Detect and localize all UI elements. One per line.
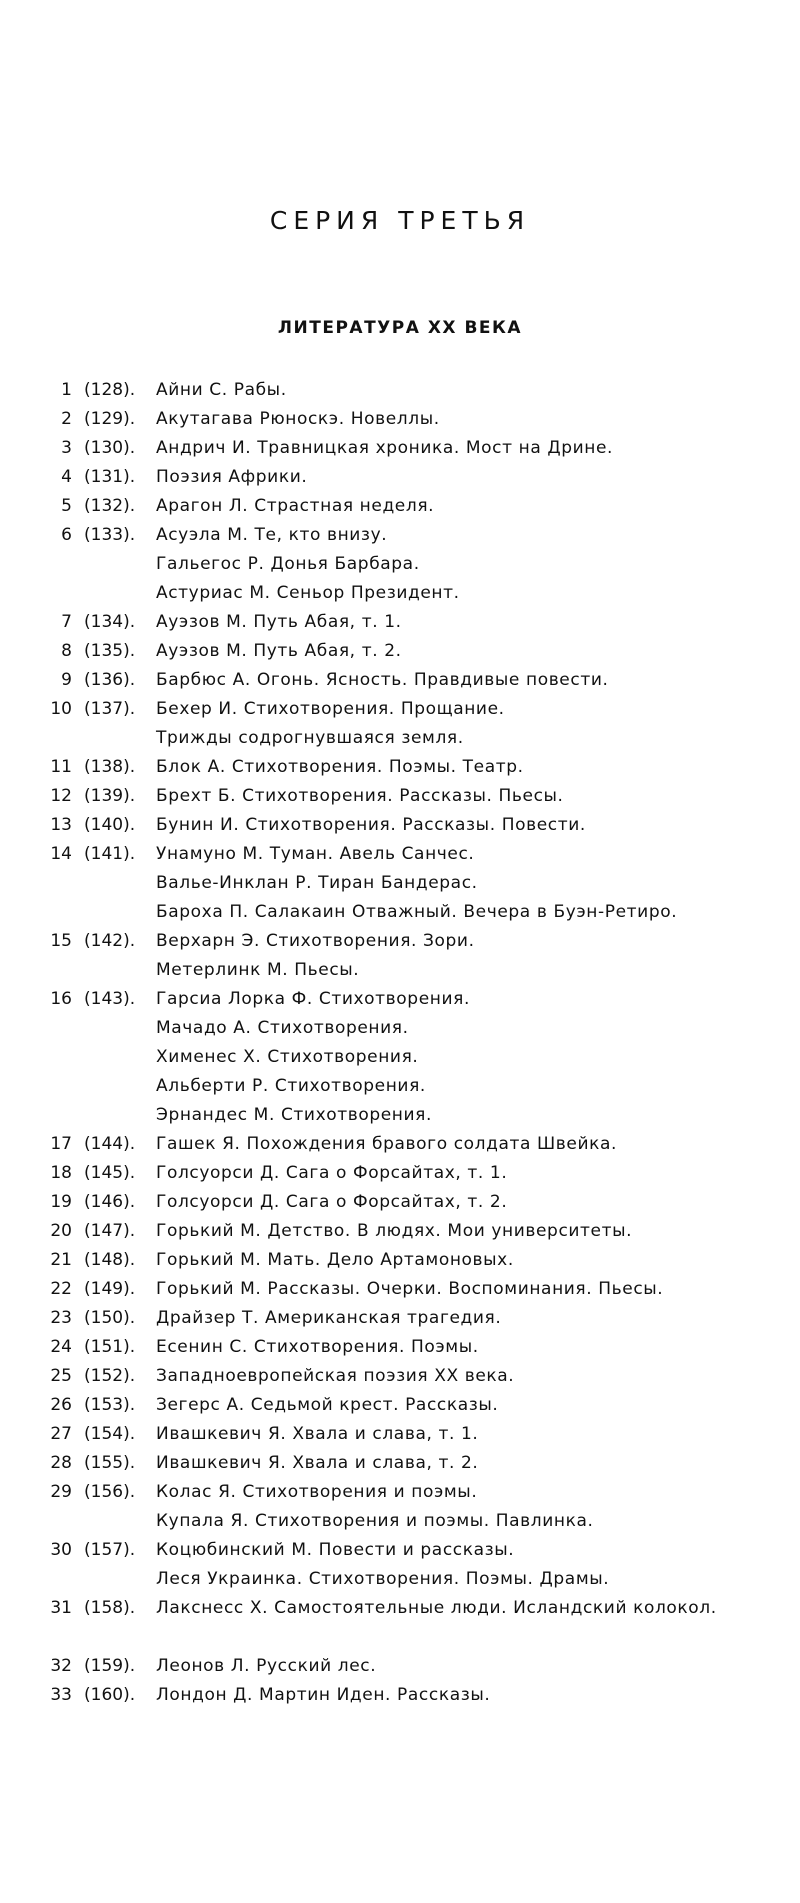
entry-number: 28 bbox=[50, 1453, 72, 1473]
entry-number: 22 bbox=[50, 1279, 72, 1299]
entry-number: 14 bbox=[50, 844, 72, 864]
list-item bbox=[0, 1333, 800, 1362]
list-item-continuation bbox=[0, 1565, 800, 1594]
entry-title: Трижды содрогнувшаяся земля. bbox=[156, 728, 464, 748]
entry-title: Есенин С. Стихотворения. Поэмы. bbox=[156, 1337, 479, 1357]
list-item bbox=[0, 695, 800, 724]
entry-volume: (140). bbox=[84, 815, 136, 835]
entry-volume: (151). bbox=[84, 1337, 136, 1357]
list-item bbox=[0, 1652, 800, 1681]
entry-volume: (128). bbox=[84, 380, 136, 400]
list-item bbox=[0, 985, 800, 1014]
list-item bbox=[0, 927, 800, 956]
entry-title: Лакснесс Х. Самостоятельные люди. Исландский колокол. bbox=[156, 1598, 717, 1618]
entry-volume: (135). bbox=[84, 641, 136, 661]
list-item bbox=[0, 1681, 800, 1710]
entry-title: Блок А. Стихотворения. Поэмы. Театр. bbox=[156, 757, 524, 777]
entry-title: Западноевропейская поэзия XX века. bbox=[156, 1366, 515, 1386]
list-item bbox=[0, 376, 800, 405]
entry-title: Лондон Д. Мартин Иден. Рассказы. bbox=[156, 1685, 491, 1705]
entry-title: Мачадо А. Стихотворения. bbox=[156, 1018, 409, 1038]
list-item-continuation bbox=[0, 869, 800, 898]
entry-number: 15 bbox=[50, 931, 72, 951]
list-item-continuation bbox=[0, 1014, 800, 1043]
entry-volume: (146). bbox=[84, 1192, 136, 1212]
list-item-continuation bbox=[0, 724, 800, 753]
entry-number: 13 bbox=[50, 815, 72, 835]
list-item bbox=[0, 666, 800, 695]
list-item-continuation bbox=[0, 550, 800, 579]
entry-number: 26 bbox=[50, 1395, 72, 1415]
entry-number: 8 bbox=[61, 641, 72, 661]
entry-title: Ауэзов М. Путь Абая, т. 2. bbox=[156, 641, 402, 661]
entry-title: Горький М. Мать. Дело Артамоновых. bbox=[156, 1250, 514, 1270]
entry-title: Горький М. Рассказы. Очерки. Воспоминания. Пьесы. bbox=[156, 1279, 664, 1299]
list-item bbox=[0, 521, 800, 550]
entry-title: Леся Украинка. Стихотворения. Поэмы. Драмы. bbox=[156, 1569, 610, 1589]
section-title: ЛИТЕРАТУРА XX ВЕКА bbox=[277, 318, 523, 338]
entry-title: Драйзер Т. Американская трагедия. bbox=[156, 1308, 502, 1328]
entry-volume: (134). bbox=[84, 612, 136, 632]
entry-title: Акутагава Рюноскэ. Новеллы. bbox=[156, 409, 440, 429]
entry-number: 3 bbox=[61, 438, 72, 458]
list-item bbox=[0, 1188, 800, 1217]
entry-title: Гальегос Р. Донья Барбара. bbox=[156, 554, 420, 574]
list-item-continuation bbox=[0, 1072, 800, 1101]
entry-title: Айни С. Рабы. bbox=[156, 380, 287, 400]
entry-title: Астуриас М. Сеньор Президент. bbox=[156, 583, 460, 603]
entry-number: 21 bbox=[50, 1250, 72, 1270]
entry-number: 6 bbox=[61, 525, 72, 545]
entry-title: Ивашкевич Я. Хвала и слава, т. 2. bbox=[156, 1453, 479, 1473]
entry-number: 24 bbox=[50, 1337, 72, 1357]
entry-volume: (139). bbox=[84, 786, 136, 806]
entry-title: Коцюбинский М. Повести и рассказы. bbox=[156, 1540, 515, 1560]
entry-title: Андрич И. Травницкая хроника. Мост на Дрине. bbox=[156, 438, 614, 458]
entry-number: 19 bbox=[50, 1192, 72, 1212]
entry-number: 7 bbox=[61, 612, 72, 632]
entry-volume: (154). bbox=[84, 1424, 136, 1444]
entry-title: Голсуорси Д. Сага о Форсайтах, т. 2. bbox=[156, 1192, 508, 1212]
list-item bbox=[0, 1594, 800, 1652]
entry-volume: (148). bbox=[84, 1250, 136, 1270]
list-item bbox=[0, 1304, 800, 1333]
entry-title: Асуэла М. Те, кто внизу. bbox=[156, 525, 388, 545]
entry-title: Колас Я. Стихотворения и поэмы. bbox=[156, 1482, 478, 1502]
list-item-continuation bbox=[0, 898, 800, 927]
entry-volume: (150). bbox=[84, 1308, 136, 1328]
entry-number: 9 bbox=[61, 670, 72, 690]
entry-volume: (153). bbox=[84, 1395, 136, 1415]
entry-title: Метерлинк М. Пьесы. bbox=[156, 960, 360, 980]
list-item-continuation bbox=[0, 1101, 800, 1130]
entry-title: Ауэзов М. Путь Абая, т. 1. bbox=[156, 612, 402, 632]
entry-volume: (160). bbox=[84, 1685, 136, 1705]
entry-volume: (156). bbox=[84, 1482, 136, 1502]
list-item bbox=[0, 1449, 800, 1478]
list-item bbox=[0, 1478, 800, 1507]
entry-volume: (130). bbox=[84, 438, 136, 458]
entry-volume: (157). bbox=[84, 1540, 136, 1560]
list-item bbox=[0, 840, 800, 869]
list-item bbox=[0, 782, 800, 811]
entry-title: Барбюс А. Огонь. Ясность. Правдивые повести. bbox=[156, 670, 609, 690]
entry-number: 29 bbox=[50, 1482, 72, 1502]
entry-volume: (159). bbox=[84, 1656, 136, 1676]
entry-title: Поэзия Африки. bbox=[156, 467, 308, 487]
entry-number: 4 bbox=[61, 467, 72, 487]
list-item-continuation bbox=[0, 1507, 800, 1536]
entry-volume: (131). bbox=[84, 467, 136, 487]
list-item bbox=[0, 1536, 800, 1565]
list-item bbox=[0, 1130, 800, 1159]
entry-volume: (145). bbox=[84, 1163, 136, 1183]
entry-number: 10 bbox=[50, 699, 72, 719]
entry-title: Брехт Б. Стихотворения. Рассказы. Пьесы. bbox=[156, 786, 564, 806]
entry-volume: (155). bbox=[84, 1453, 136, 1473]
entry-volume: (158). bbox=[84, 1598, 136, 1618]
entry-title: Голсуорси Д. Сага о Форсайтах, т. 1. bbox=[156, 1163, 508, 1183]
entry-volume: (137). bbox=[84, 699, 136, 719]
entry-title: Альберти Р. Стихотворения. bbox=[156, 1076, 426, 1096]
entry-title: Гарсиа Лорка Ф. Стихотворения. bbox=[156, 989, 470, 1009]
entry-title: Валье-Инклан Р. Тиран Бандерас. bbox=[156, 873, 478, 893]
entry-title: Бароха П. Салакаин Отважный. Вечера в Буэн-Ретиро. bbox=[156, 902, 678, 922]
entry-title: Верхарн Э. Стихотворения. Зори. bbox=[156, 931, 475, 951]
list-item bbox=[0, 1246, 800, 1275]
list-item bbox=[0, 811, 800, 840]
entry-number: 11 bbox=[50, 757, 72, 777]
list-item bbox=[0, 1420, 800, 1449]
entry-number: 18 bbox=[50, 1163, 72, 1183]
list-item bbox=[0, 637, 800, 666]
entry-title: Гашек Я. Похождения бравого солдата Швейка. bbox=[156, 1134, 618, 1154]
entry-volume: (149). bbox=[84, 1279, 136, 1299]
entry-title: Горький М. Детство. В людях. Мои университеты. bbox=[156, 1221, 633, 1241]
list-item bbox=[0, 492, 800, 521]
list-item bbox=[0, 1391, 800, 1420]
entry-volume: (147). bbox=[84, 1221, 136, 1241]
entry-number: 5 bbox=[61, 496, 72, 516]
entry-volume: (129). bbox=[84, 409, 136, 429]
entry-volume: (133). bbox=[84, 525, 136, 545]
entry-number: 23 bbox=[50, 1308, 72, 1328]
list-item bbox=[0, 1275, 800, 1304]
entry-volume: (144). bbox=[84, 1134, 136, 1154]
entry-volume: (152). bbox=[84, 1366, 136, 1386]
entry-title: Эрнандес М. Стихотворения. bbox=[156, 1105, 432, 1125]
list-item bbox=[0, 608, 800, 637]
list-item bbox=[0, 1362, 800, 1391]
list-item bbox=[0, 1159, 800, 1188]
entry-title: Бехер И. Стихотворения. Прощание. bbox=[156, 699, 505, 719]
entry-number: 30 bbox=[50, 1540, 72, 1560]
entry-title: Арагон Л. Страстная неделя. bbox=[156, 496, 435, 516]
entry-volume: (132). bbox=[84, 496, 136, 516]
entry-number: 27 bbox=[50, 1424, 72, 1444]
list-item bbox=[0, 1217, 800, 1246]
entry-title: Бунин И. Стихотворения. Рассказы. Повести. bbox=[156, 815, 586, 835]
list-item bbox=[0, 463, 800, 492]
entry-volume: (141). bbox=[84, 844, 136, 864]
entry-title: Ивашкевич Я. Хвала и слава, т. 1. bbox=[156, 1424, 479, 1444]
series-title: СЕРИЯ ТРЕТЬЯ bbox=[269, 206, 531, 235]
entry-number: 17 bbox=[50, 1134, 72, 1154]
entry-volume: (138). bbox=[84, 757, 136, 777]
entry-volume: (142). bbox=[84, 931, 136, 951]
entry-number: 31 bbox=[50, 1598, 72, 1618]
entry-title: Унамуно М. Туман. Авель Санчес. bbox=[156, 844, 475, 864]
entry-volume: (143). bbox=[84, 989, 136, 1009]
entry-number: 16 bbox=[50, 989, 72, 1009]
list-item bbox=[0, 405, 800, 434]
entry-number: 32 bbox=[50, 1656, 72, 1676]
list-item-continuation bbox=[0, 956, 800, 985]
list-item bbox=[0, 434, 800, 463]
entry-number: 20 bbox=[50, 1221, 72, 1241]
entry-title: Хименес Х. Стихотворения. bbox=[156, 1047, 419, 1067]
list-item-continuation bbox=[0, 1043, 800, 1072]
book-list bbox=[0, 376, 800, 1710]
entry-number: 33 bbox=[50, 1685, 72, 1705]
entry-number: 1 bbox=[61, 380, 72, 400]
entry-title: Купала Я. Стихотворения и поэмы. Павлинка. bbox=[156, 1511, 594, 1531]
list-item-continuation bbox=[0, 579, 800, 608]
entry-number: 2 bbox=[61, 409, 72, 429]
list-item bbox=[0, 753, 800, 782]
entry-title: Леонов Л. Русский лес. bbox=[156, 1656, 377, 1676]
entry-title: Зегерс А. Седьмой крест. Рассказы. bbox=[156, 1395, 499, 1415]
entry-volume: (136). bbox=[84, 670, 136, 690]
entry-number: 12 bbox=[50, 786, 72, 806]
entry-number: 25 bbox=[50, 1366, 72, 1386]
